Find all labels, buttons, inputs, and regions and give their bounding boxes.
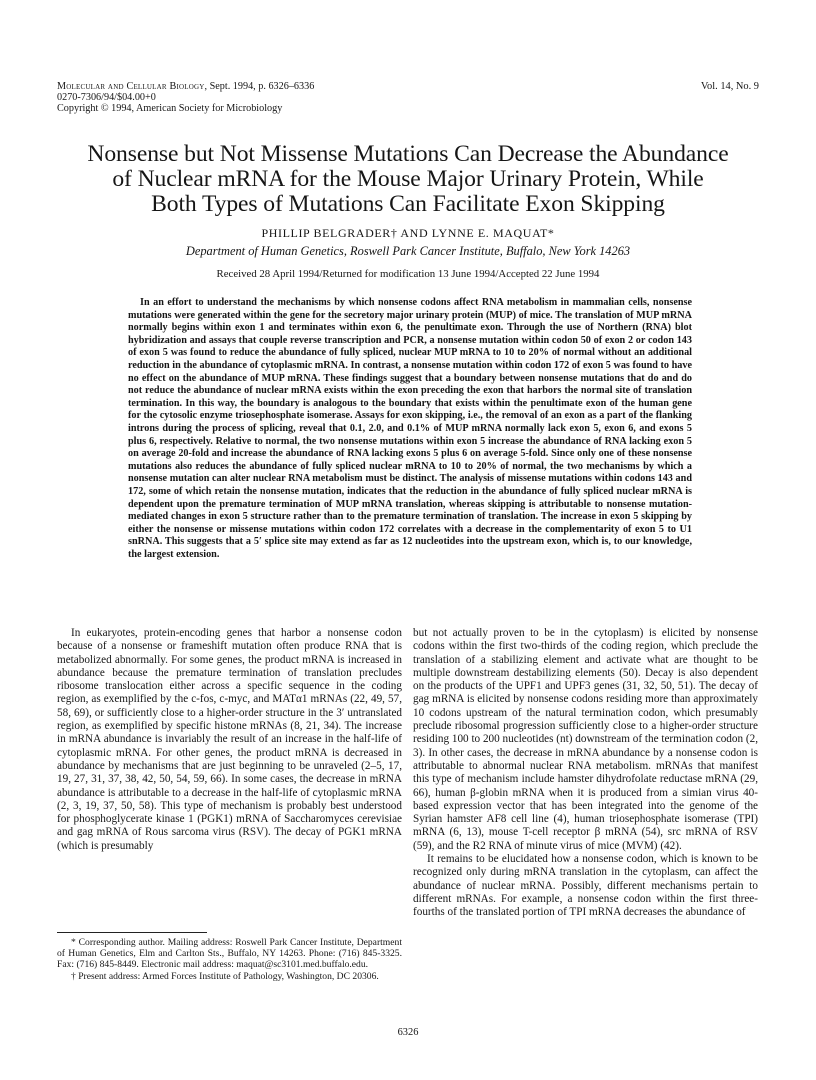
footnotes: [57, 937, 402, 982]
intro-paragraph-continued: but not actually proven to be in the cytoplasm) is elicited by nonsense codons within the first two-thirds of the coding region, which preclude the translation of a stabilizing element and activate what are thought to be multiple downstream destabilizing elements (50). Decay is also dependent on the products of the UPF1 and UPF3 genes (31, 32, 50, 51). The decay of gag mRNA is elicited by nonsense codons residing more than approximately 10 codons upstream of the natural termination codon, which presumably preclude ribosomal progression sufficiently close to a higher-order structure residing 100 to 200 nucleotides (nt) downstream of the termination codon (2, 3). In other cases, the decrease in mRNA abundance by a nonsense codon is attributable to abnormal nuclear RNA metabolism. mRNAs that manifest this type of mechanism include hamster dihydrofolate reductase mRNA (29, 66), human β-globin mRNA when it is produced from a simian virus 40-based expression vector that has been integrated into the genome of the Syrian hamster AF8 cell line (4), human triosephosphate isomerase (TPI) mRNA (6, 13), mouse T-cell receptor β mRNA (54), src mRNA of RSV (59), and the R2 RNA of minute virus of mice (MVM) (42).: [413, 627, 758, 852]
footnote-divider: [57, 932, 207, 933]
body-paragraph: It remains to be elucidated how a nonsense codon, which is known to be recognized only during mRNA translation in the cytoplasm, can affect the abundance of nuclear mRNA. Possibly, different mechanisms pertain to different mRNAs. For example, a nonsense codon within the first three-fourths of the translated portion of TPI mRNA decreases the abundance of: [413, 853, 758, 919]
title-line: Both Types of Mutations Can Facilitate Exon Skipping: [151, 191, 665, 217]
issn-code: 0270-7306/94/$04.00+0: [57, 92, 156, 104]
abstract: In an effort to understand the mechanisms by which nonsense codons affect RNA metabolism in mammalian cells, nonsense mutations were generated within the gene for the secretory major urinary protein (MUP) of mice. The translation of MUP mRNA normally begins within exon 1 and terminates within exon 6, the penultimate exon. Through the use of Northern (RNA) blot hybridization and assays that couple reverse transcription and PCR, a nonsense mutation within codon 50 of exon 2 or codon 143 of exon 5 was found to reduce the abundance of fully spliced, nuclear MUP mRNA to 10 to 20% of normal without an additional reduction in the abundance of cytoplasmic mRNA. In contrast, a nonsense mutation within codon 172 of exon 5 was found to have no effect on the abundance of MUP mRNA. These findings suggest that a boundary between nonsense mutations that do and do not reduce the abundance of nuclear mRNA exists within the exon preceding the exon that harbors the normal site of translation termination. In this way, the boundary is analogous to the boundary that exists within the penultimate exon of the human gene for the cytosolic enzyme triosephosphate isomerase. Assays for exon skipping, i.e., the removal of an exon as a part of the flanking introns during the process of splicing, reveal that 0.1, 2.0, and 0.1% of MUP mRNA normally lack exon 5, exon 6, and exons 5 plus 6, respectively. Relative to normal, the two nonsense mutations within exon 5 increase the abundance of RNA lacking exon 5 on average 20-fold and increase the abundance of RNA lacking exons 5 plus 6 on average 5-fold. Since only one of these nonsense mutations also reduces the abundance of fully spliced nuclear mRNA to 10 to 20% of normal, the two mechanisms by which a nonsense mutation can alter nuclear RNA metabolism must be distinct. The analysis of missense mutations within codons 143 and 172, some of which retain the nonsense mutation, indicates that the reduction in the abundance of fully spliced nuclear mRNA is dependent upon the premature termination of MUP mRNA translation, whereas skipping is attributable to nonsense mutation-mediated changes in exon 5 structure rather than to the premature termination of translation. The increase in exon 5 skipping by either the nonsense or missense mutations within codon 172 correlates with a decrease in the complementarity of exon 5 to U1 snRNA. This suggests that a 5′ splice site may extend as far as 12 nucleotides into the upstream exon, which is, to our knowledge, the largest extension.: [128, 297, 692, 560]
title-line: of Nuclear mRNA for the Mouse Major Urinary Protein, While: [112, 166, 704, 192]
body-column-right: [413, 627, 758, 920]
journal-citation: [57, 81, 314, 92]
intro-paragraph: In eukaryotes, protein-encoding genes that harbor a nonsense codon because of a nonsense or frameshift mutation often produce RNA that is metabolized abnormally. For some genes, the product mRNA is increased in abundance because the premature termination of translation precludes ribosome translocation either across a specific sequence in the coding region, as exemplified by the c-fos, c-myc, and MATα1 mRNAs (22, 49, 57, 58, 69), or sufficiently close to a higher-order structure in the 3′ untranslated region, as exemplified by specific histone mRNAs (8, 21, 34). The increase in mRNA abundance is invariably the result of an increase in the half-life of cytoplasmic mRNA. For other genes, the product mRNA is decreased in abundance by mechanisms that are just beginning to be unraveled (2–5, 17, 19, 27, 31, 37, 38, 42, 50, 54, 59, 66). In some cases, the decrease in mRNA abundance is attributable to a decrease in the half-life of cytoplasmic mRNA (2, 3, 19, 37, 50, 58). This type of mechanism is probably best understood for phosphoglycerate kinase 1 (PGK1) mRNA of Saccharomyces cerevisiae and gag mRNA of Rous sarcoma virus (RSV). The decay of PGK1 mRNA (which is presumably: [57, 627, 402, 852]
citation-details: , Sept. 1994, p. 6326–6336: [204, 81, 315, 92]
article-title: [60, 142, 756, 217]
copyright-line: Copyright © 1994, American Society for Microbiology: [57, 103, 283, 115]
volume-issue: Vol. 14, No. 9: [700, 81, 759, 92]
received-dates: Received 28 April 1994/Returned for modification 13 June 1994/Accepted 22 June 1994: [216, 268, 600, 280]
corresponding-author-note: * Corresponding author. Mailing address: Roswell Park Cancer Institute, Department of Human Genetics, Elm and Carlton Sts., Buffalo, NY 14263. Phone: (716) 845-3325. Fax: (716) 845-8449. Electronic mail address: maquat@sc3101.med.buffalo.edu.: [57, 937, 402, 971]
present-address-note: † Present address: Armed Forces Institute of Pathology, Washington, DC 20306.: [71, 970, 379, 982]
body-column-left: [57, 627, 402, 853]
journal-name: Molecular and Cellular Biology: [57, 81, 205, 92]
title-line: Nonsense but Not Missense Mutations Can Decrease the Abundance: [87, 141, 729, 167]
affiliation: Department of Human Genetics, Roswell Park Cancer Institute, Buffalo, New York 14263: [185, 244, 631, 258]
page-number: 6326: [397, 1027, 419, 1038]
author-list: PHILLIP BELGRADER† AND LYNNE E. MAQUAT*: [261, 226, 555, 240]
running-header: [57, 81, 314, 115]
